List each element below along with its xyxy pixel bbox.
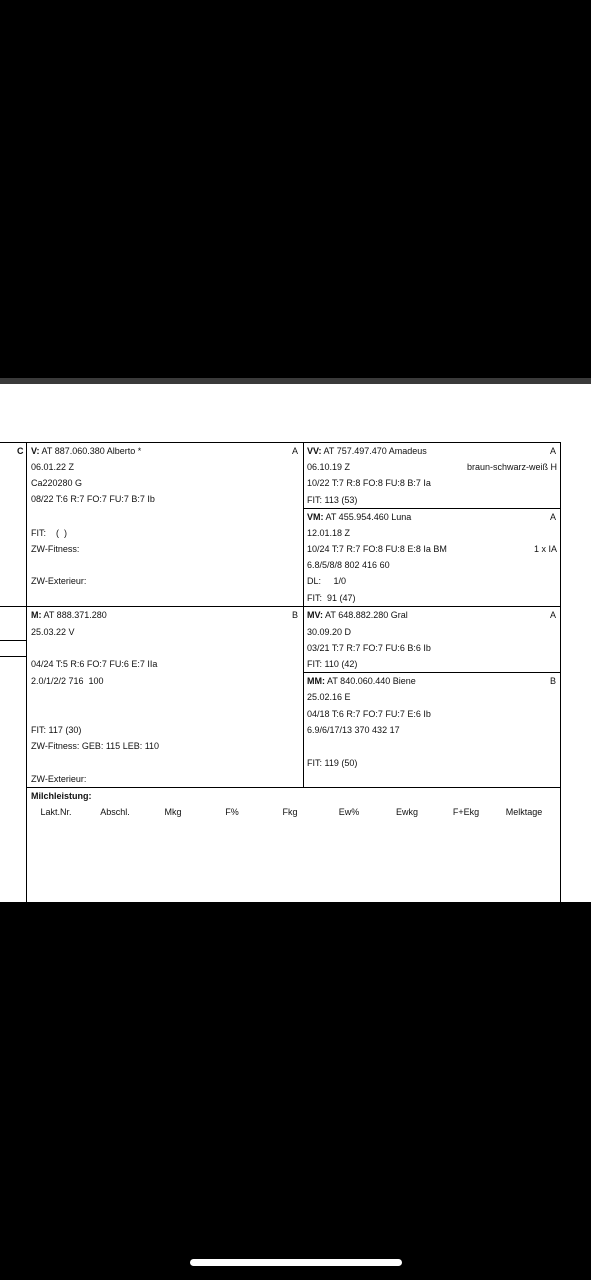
mv-id: AT 648.882.280 Gral [325,610,408,620]
v-line-3: 08/22 T:6 R:7 FO:7 FU:7 B:7 Ib [31,494,155,504]
v-line-1: 06.01.22 Z [31,462,75,472]
vv-grade: A [550,446,557,456]
milk-col-melktage: Melktage [505,807,543,817]
mm-header [307,676,416,687]
v-prefix: V: [31,446,40,456]
vm-extra: 1 x IA [533,544,557,554]
vv-prefix: VV: [307,446,322,456]
vm-perf: 6.8/5/8/8 802 416 60 [307,560,390,570]
mv-grade: A [550,610,557,620]
m-fit: FIT: 117 (30) [31,725,82,735]
vv-color: braun-schwarz-weiß H [466,462,557,472]
rule-vm-top [303,508,561,509]
rule-top [0,442,561,443]
vv-date: 06.10.19 Z [307,462,351,472]
milk-col-fkg: Fkg [282,807,298,817]
vm-prefix: VM: [307,512,324,522]
vm-fit: FIT: 91 (47) [307,593,356,603]
vm-id: AT 455.954.460 Luna [325,512,412,522]
vm-header [307,512,411,523]
milk-col-ewpct: Ew% [338,807,360,817]
rule-left-col [26,442,27,902]
milk-col-mkg: Mkg [164,807,182,817]
mm-line: 04/18 T:6 R:7 FO:7 FU:7 E:6 Ib [307,709,431,719]
m-zw-exterieur: ZW-Exterieur: [31,774,87,784]
vm-dl: DL: 1/0 [307,576,347,586]
rule-right [560,442,561,902]
rule-stub-1 [0,640,27,641]
rule-center-col [303,442,304,787]
m-prefix: M: [31,610,42,620]
mm-prefix: MM: [307,676,325,686]
milk-title: Milchleistung: [31,791,92,801]
mv-prefix: MV: [307,610,324,620]
milk-col-lakt: Lakt.Nr. [40,807,72,817]
section-marker: C [17,446,24,456]
vv-line: 10/22 T:7 R:8 FO:8 FU:8 B:7 Ia [307,478,431,488]
m-zw-fitness: ZW-Fitness: GEB: 115 LEB: 110 [31,741,160,751]
v-id: AT 887.060.380 Alberto * [41,446,142,456]
mv-date: 30.09.20 D [307,627,352,637]
mm-date: 25.02.16 E [307,692,351,702]
mm-id: AT 840.060.440 Biene [327,676,416,686]
m-header [31,610,107,621]
milk-col-ewkg: Ewkg [395,807,418,817]
vv-id: AT 757.497.470 Amadeus [323,446,427,456]
mm-fit: FIT: 119 (50) [307,758,358,768]
m-id: AT 888.371.280 [43,610,107,620]
vv-fit: FIT: 113 (53) [307,495,358,505]
rule-stub-2 [0,656,27,657]
mv-header [307,610,408,621]
m-line: 04/24 T:5 R:6 FO:7 FU:6 E:7 IIa [31,659,158,669]
v-zw-exterieur: ZW-Exterieur: [31,576,87,586]
vv-header [307,446,427,457]
mm-perf: 6.9/6/17/13 370 432 17 [307,725,400,735]
v-zw-fitness: ZW-Fitness: [31,544,80,554]
m-perf: 2.0/1/2/2 716 100 [31,676,104,686]
milk-col-fekg: F+Ekg [452,807,480,817]
milk-col-fpct: F% [225,807,239,817]
m-date: 25.03.22 V [31,627,75,637]
rule-mm-top [303,672,561,673]
vm-line: 10/24 T:7 R:7 FO:8 FU:8 E:8 Ia BM [307,544,447,554]
v-line-2: Ca220280 G [31,478,83,488]
vm-grade: A [550,512,557,522]
v-header [31,446,141,457]
mv-line: 03/21 T:7 R:7 FO:7 FU:6 B:6 Ib [307,643,431,653]
mv-fit: FIT: 110 (42) [307,659,358,669]
rule-milk-top [27,787,561,788]
milk-col-abschl: Abschl. [100,807,130,817]
pedigree-document [0,384,591,902]
rule-middle [0,606,561,607]
mm-grade: B [550,676,557,686]
v-fit: FIT: ( ) [31,528,67,538]
m-grade: B [292,610,299,620]
vm-date: 12.01.18 Z [307,528,351,538]
v-grade: A [292,446,299,456]
home-indicator[interactable] [190,1259,402,1266]
